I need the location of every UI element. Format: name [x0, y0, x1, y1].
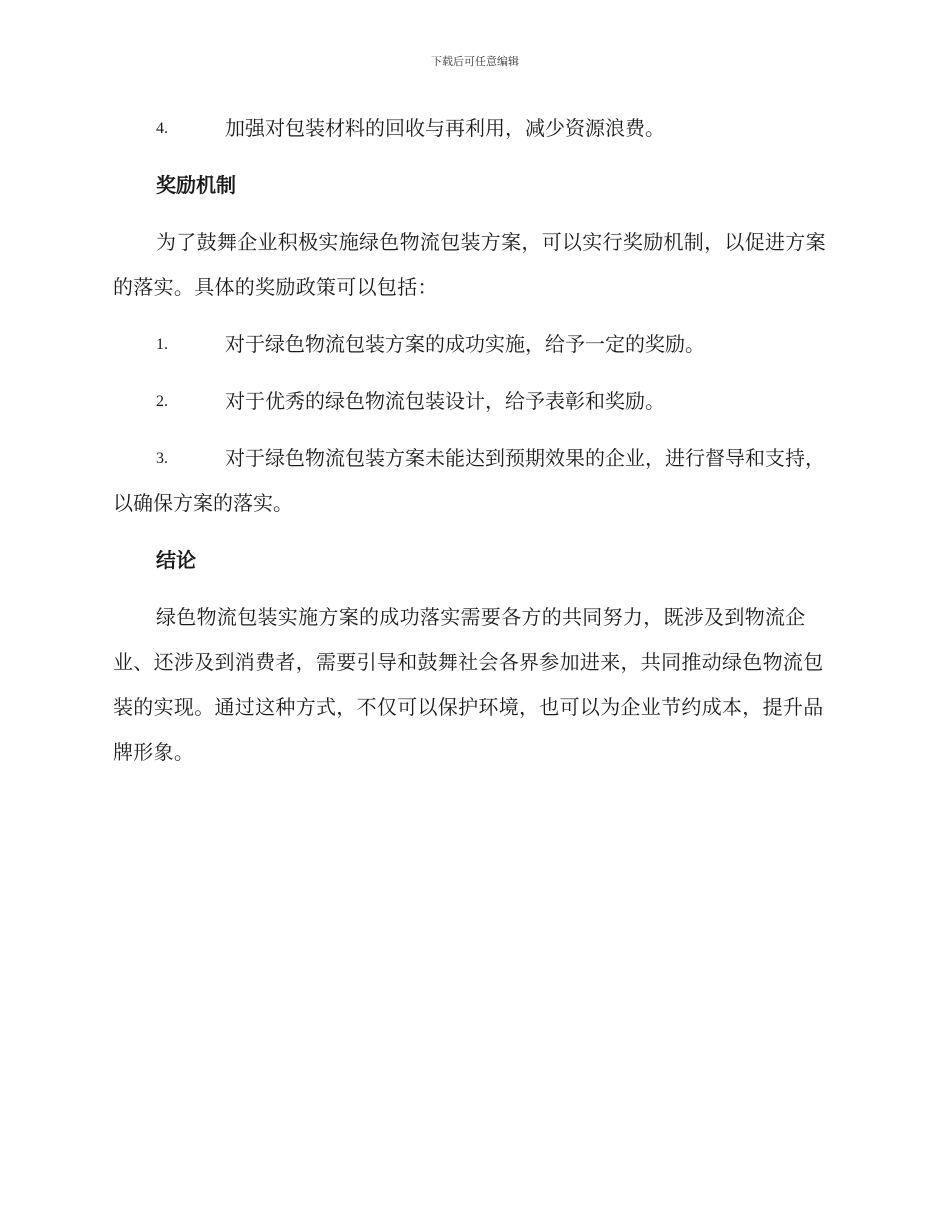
- list-number: 1.: [156, 336, 168, 353]
- list-text: 加强对包装材料的回收与再利用，减少资源浪费。: [225, 116, 665, 140]
- section-heading-rewards: 奖励机制: [156, 173, 236, 197]
- page-header: 下载后可任意编辑: [431, 55, 519, 68]
- paragraph-rewards-intro: 为了鼓舞企业积极实施绿色物流包装方案，可以实行奖励机制，以促进方案的落实。具体的奖励政策可以包括：: [113, 230, 826, 299]
- list-text: 对于绿色物流包装方案的成功实施，给予一定的奖励。: [225, 332, 705, 356]
- section-heading-conclusion: 结论: [156, 548, 196, 572]
- list-text: 对于优秀的绿色物流包装设计，给予表彰和奖励。: [225, 389, 665, 413]
- list-text: 对于绿色物流包装方案未能达到预期效果的企业，进行督导和支持，以确保方案的落实。: [113, 446, 825, 515]
- list-number: 4.: [156, 120, 168, 137]
- list-number: 3.: [156, 450, 168, 467]
- list-item: [113, 436, 835, 526]
- list-item: [113, 106, 835, 151]
- list-item: [113, 322, 835, 367]
- list-item: [113, 379, 835, 424]
- list-number: 2.: [156, 393, 168, 410]
- paragraph-conclusion: 绿色物流包装实施方案的成功落实需要各方的共同努力，既涉及到物流企业、还涉及到消费者，需要引导和鼓舞社会各界参加进来，共同推动绿色物流包装的实现。通过这种方式，不仅可以保护环境，也可以为企业节约成本，提升品牌形象。: [113, 605, 824, 764]
- document-body: [113, 106, 835, 787]
